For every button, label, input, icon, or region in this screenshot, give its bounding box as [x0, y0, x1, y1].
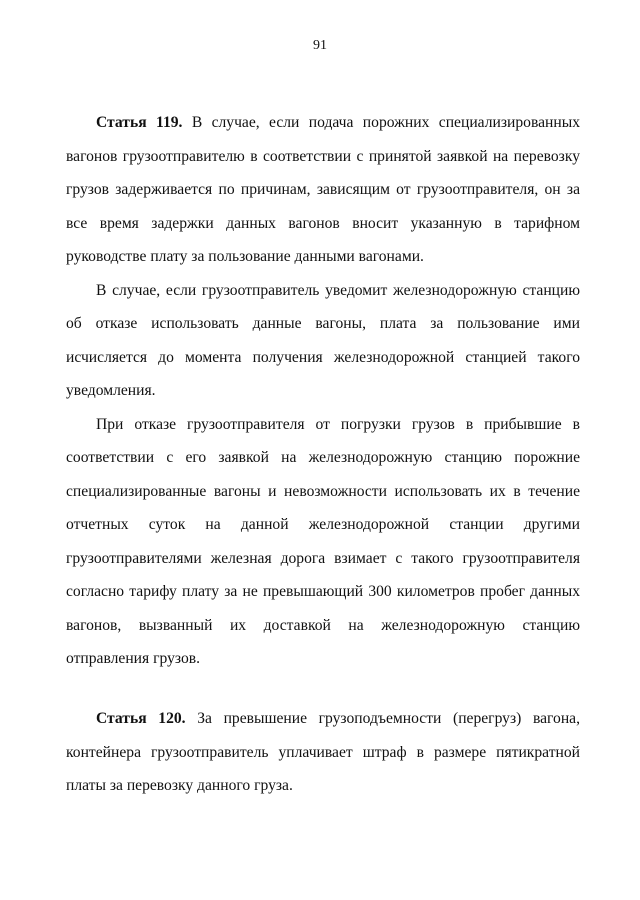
page-number: 91: [313, 38, 327, 53]
article-120-paragraph-1: [66, 702, 580, 803]
article-120: [66, 702, 580, 803]
article-119-title: Статья 119.: [96, 114, 183, 131]
article-119-paragraph-2: В случае, если грузоотправитель уведомит железнодорожную станцию об отказе использовать данные вагоны, плата за пользование ими исчисляется до момента получения железнодорожной станцией такого уведомления.: [66, 281, 580, 399]
article-119-paragraph-1: [66, 106, 580, 274]
article-119-paragraph-1-text: В случае, если подача порожних специализированных вагонов грузоотправителю в соответствии с принятой заявкой на перевозку грузов задерживается по причинам, зависящим от грузоотправителя, он за все время задержки данных вагонов вносит указанную в тарифном руководстве плату за пользование данными вагонами.: [66, 114, 580, 265]
article-120-title: Статья 120.: [96, 710, 186, 727]
article-120-paragraph-1-text: За превышение грузоподъемности (перегруз) вагона, контейнера грузоотправитель уплачивает штраф в размере пятикратной платы за перевозку данного груза.: [66, 710, 580, 794]
article-119-paragraph-3: При отказе грузоотправителя от погрузки грузов в прибывшие в соответствии с его заявкой на железнодорожную станцию порожние специализированные вагоны и невозможности использовать их в течение отчетных суток на данной железнодорожной станции другими грузоотправителями железная дорога взимает с такого грузоотправителя согласно тарифу плату за не превышающий 300 километров пробег данных вагонов, вызванный их доставкой на железнодорожную станцию отправления грузов.: [66, 415, 580, 667]
article-119: [66, 106, 580, 676]
